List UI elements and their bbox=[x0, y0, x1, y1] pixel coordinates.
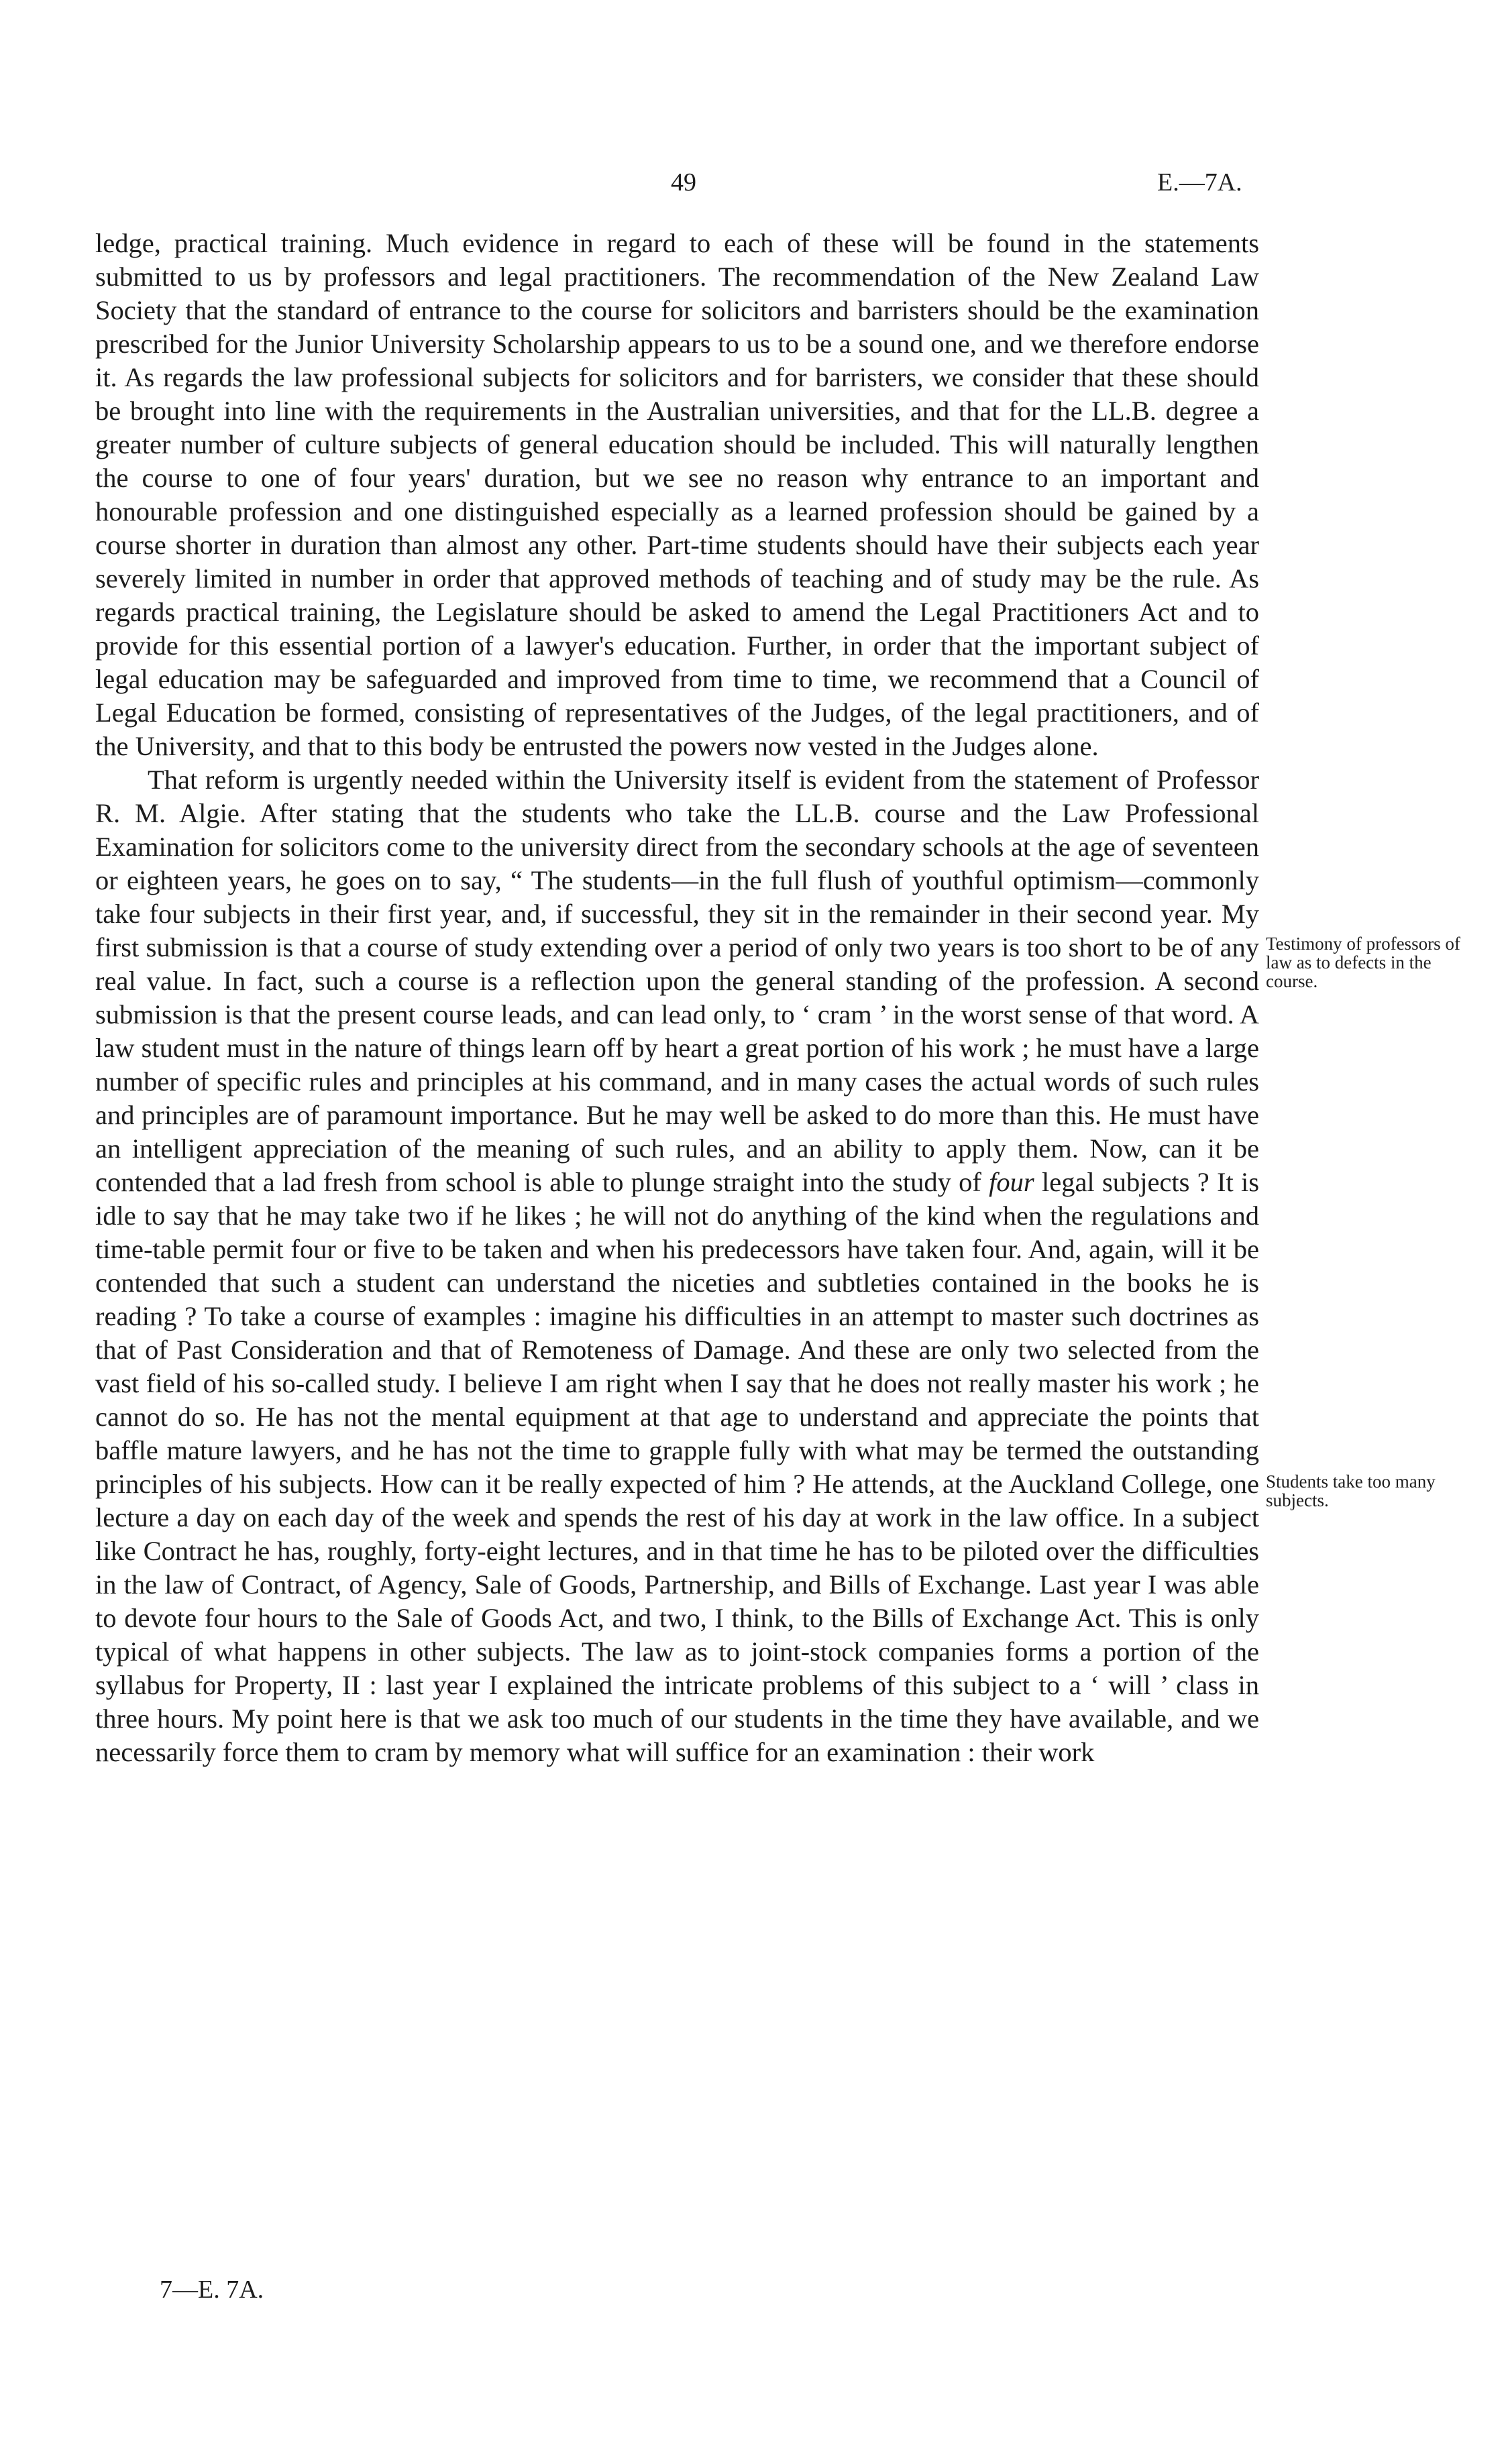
body-text bbox=[95, 227, 1259, 1769]
margin-note-too-many-subjects: Students take too many subjects. bbox=[1266, 1471, 1436, 1510]
page-number: 49 bbox=[671, 168, 696, 197]
paragraph-2 bbox=[95, 763, 1259, 1769]
footer-signature-mark: 7—E. 7A. bbox=[160, 2276, 264, 2304]
document-reference: E.—7A. bbox=[1157, 168, 1242, 197]
paragraph-1: ledge, practical training. Much evidence in regard to each of these will be found in the statements submitted to us by professors and legal practitioners. The recommendation of the New Zealand Law Society that the standard of entrance to the course for solicitors and barristers should be the examination prescribed for the Junior University Scholarship appears to us to be a sound one, and we therefore endorse it. As regards the law professional subjects for solicitors and for barristers, we consider that these should be brought into line with the requirements in the Australian universities, and that for the LL.B. degree a greater number of culture subjects of general education should be included. This will naturally lengthen the course to one of four years' duration, but we see no reason why entrance to an important and honourable profession and one distinguished especially as a learned profession should be gained by a course shorter in duration than almost any other. Part-time students should have their subjects each year severely limited in number in order that approved methods of teaching and of study may be the rule. As regards practical training, the Legislature should be asked to amend the Legal Practitioners Act and to provide for this essential portion of a lawyer's education. Further, in order that the important subject of legal education may be safeguarded and improved from time to time, we recommend that a Council of Legal Education be formed, consisting of representatives of the Judges, of the legal practitioners, and of the University, and that to this body be entrusted the powers now vested in the Judges alone. bbox=[95, 228, 1259, 761]
margin-note-testimony: Testimony of professors of law as to defects in the course. bbox=[1266, 934, 1460, 991]
paragraph-2-italic-word: four bbox=[989, 1167, 1034, 1197]
paragraph-2-text-end: legal subjects ? It is idle to say that he may take two if he likes ; he will not do anything of the kind when the regulations and time-table permit four or five to be taken and when his predecessors have taken four. And, again, will it be contended that such a student can understand the niceties and subtleties contained in the books he is reading ? To take a course of examples : imagine his difficulties in an attempt to master such doctrines as that of Past Consideration and that of Remoteness of Damage. And these are only two selected from the vast field of his so-called study. I believe I am right when I say that he does not really master his work ; he cannot do so. He has not the mental equipment at that age to understand and appreciate the points that baffle mature lawyers, and he has not the time to grapple fully with what may be termed the outstanding principles of his subjects. How can it be really expected of him ? He attends, at the Auckland College, one lecture a day on each day of the week and spends the rest of his day at work in the law office. In a subject like Contract he has, roughly, forty-eight lectures, and in that time he has to be piloted over the difficulties in the law of Contract, of Agency, Sale of Goods, Partnership, and Bills of Exchange. Last year I was able to devote four hours to the Sale of Goods Act, and two, I think, to the Bills of Exchange Act. This is only typical of what happens in other subjects. The law as to joint-stock companies forms a portion of the syllabus for Property, II : last year I explained the intricate problems of this subject to a ‘ will ’ class in three hours. My point here is that we ask too much of our students in the time they have available, and we necessarily force them to cram by memory what will suffice for an examination : their work bbox=[95, 1167, 1259, 1767]
paragraph-2-text-start: That reform is urgently needed within the University itself is evident from the statement of Professor R. M. Algie. After stating that the students who take the LL.B. course and the Law Professional Examination for solicitors come to the university direct from the secondary schools at the age of seventeen or eighteen years, he goes on to say, “ The students—in the full flush of youthful optimism—commonly take four subjects in their first year, and, if successful, they sit in the remainder in their second year. My first submission is that a course of study extending over a period of only two years is too short to be of any real value. In fact, such a course is a reflection upon the general standing of the profession. A second submission is that the present course leads, and can lead only, to ‘ cram ’ in the worst sense of that word. A law student must in the nature of things learn off by heart a great portion of his work ; he must have a large number of specific rules and principles at his command, and in many cases the actual words of such rules and principles are of paramount importance. But he may well be asked to do more than this. He must have an intelligent appreciation of the meaning of such rules, and an ability to apply them. Now, can it be contended that a lad fresh from school is able to plunge straight into the study of bbox=[95, 765, 1259, 1197]
